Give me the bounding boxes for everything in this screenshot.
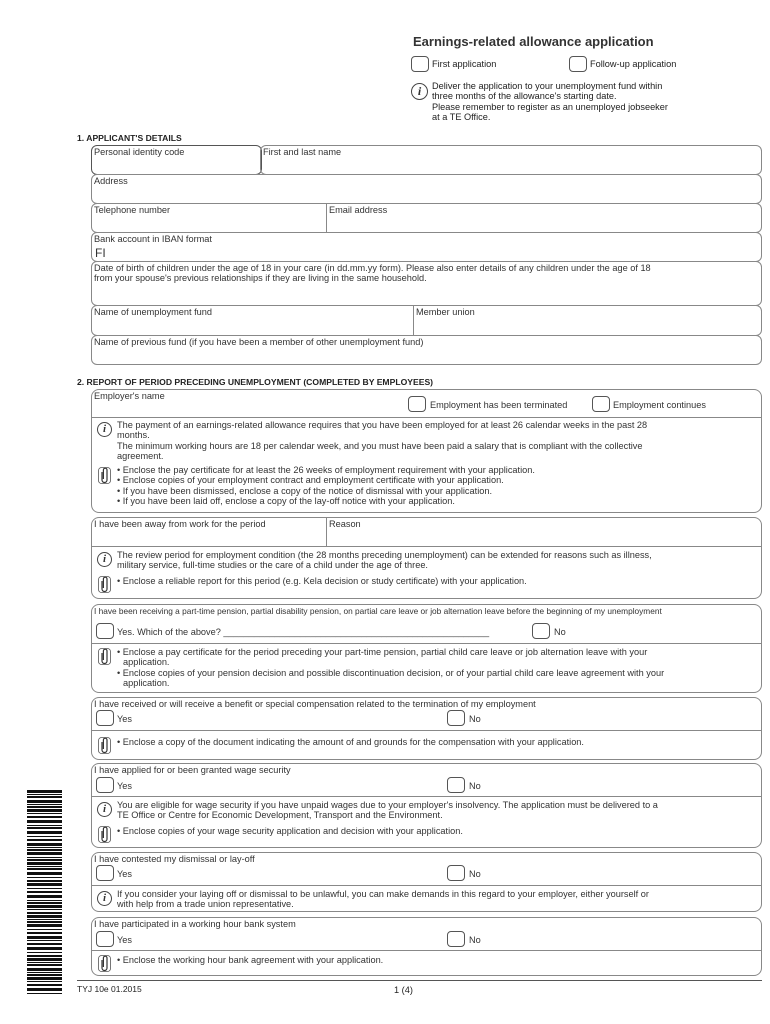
info-text: agreement. — [117, 451, 164, 461]
barcode-bar — [27, 964, 62, 966]
terminated-label: Employment has been terminated — [430, 400, 568, 410]
barcode-bar — [27, 859, 62, 861]
divider — [326, 204, 327, 232]
divider — [91, 546, 762, 547]
barcode-bar — [27, 883, 62, 886]
enclosure-text: • Enclose the pay certificate for at least the 26 weeks of employment requirement with your application. — [117, 465, 535, 475]
enclosure-text: • Enclose a copy of the document indicating the amount of and grounds for the compensation with your application. — [117, 737, 584, 747]
info-text: The payment of an earnings-related allowance requires that you have been employed for at least 26 calendar weeks in the past 28 — [117, 420, 648, 430]
union-label: Member union — [416, 307, 475, 317]
barcode-bar — [27, 847, 62, 848]
info-icon: i — [411, 83, 428, 100]
barcode-bar — [27, 839, 62, 841]
section2-heading: 2. REPORT OF PERIOD PRECEDING UNEMPLOYMENT (COMPLETED BY EMPLOYEES) — [77, 377, 434, 387]
children-label-line2: from your spouse's previous relationships if they are living in the same household. — [94, 273, 427, 283]
name-label: First and last name — [263, 147, 342, 157]
pension-question: I have been receiving a part-time pension, partial disability pension, on partial care leave or job alternation leave before the beginning of my unemployment — [94, 606, 662, 616]
enclosure-text: • Enclose copies of your employment contract and employment certificate with your application. — [117, 475, 504, 485]
hour-bank-no-label: No — [469, 935, 481, 945]
wage-security-box — [91, 763, 762, 848]
barcode-bar — [27, 968, 62, 971]
paperclip-icon — [98, 737, 111, 754]
personal-id-field[interactable] — [91, 145, 262, 175]
barcode-bar — [27, 804, 62, 805]
barcode-bar — [27, 919, 62, 920]
hour-bank-box — [91, 917, 762, 976]
barcode-bar — [27, 955, 62, 957]
divider — [326, 518, 327, 546]
info-text: The review period for employment condition (the 28 months preceding unemployment) can be extended for reasons such as illness, — [117, 550, 652, 560]
barcode-bar — [27, 790, 62, 793]
barcode-bar — [27, 932, 62, 934]
barcode-bar — [27, 947, 62, 950]
barcode-bar — [27, 895, 62, 898]
employer-box — [91, 389, 762, 513]
wage-yes-checkbox[interactable] — [96, 777, 114, 793]
children-field[interactable] — [91, 261, 762, 306]
info-text: The minimum working hours are 18 per calendar week, and you must have been paid a salary that is compliant with the collective — [117, 441, 643, 451]
pension-no-checkbox[interactable] — [532, 623, 550, 639]
barcode-bar — [27, 958, 62, 961]
divider — [413, 306, 414, 335]
pension-yes-label: Yes. Which of the above? ____________________________________________________ — [117, 627, 490, 637]
barcode-bar — [27, 888, 62, 889]
employer-label: Employer's name — [94, 391, 165, 401]
benefit-no-checkbox[interactable] — [447, 710, 465, 726]
paperclip-icon — [98, 648, 111, 665]
barcode — [27, 790, 62, 996]
barcode-bar — [27, 936, 62, 939]
barcode-bar — [27, 813, 62, 814]
address-field[interactable] — [91, 174, 762, 204]
enclosure-text: • Enclose the working hour bank agreement with your application. — [117, 955, 384, 965]
divider — [91, 950, 762, 951]
wage-no-label: No — [469, 781, 481, 791]
page-title: Earnings-related allowance application — [413, 34, 654, 49]
benefit-no-label: No — [469, 714, 481, 724]
barcode-bar — [27, 872, 62, 875]
barcode-bar — [27, 868, 62, 870]
contest-question: I have contested my dismissal or lay-off — [94, 854, 255, 864]
divider — [91, 730, 762, 731]
contest-no-label: No — [469, 869, 481, 879]
barcode-bar — [27, 857, 62, 858]
contest-no-checkbox[interactable] — [447, 865, 465, 881]
barcode-bar — [27, 915, 62, 918]
barcode-bar — [27, 993, 62, 994]
hour-bank-yes-checkbox[interactable] — [96, 931, 114, 947]
previous-fund-label: Name of previous fund (if you have been a member of other unemployment fund) — [94, 337, 424, 347]
section1-heading: 1. APPLICANT'S DETAILS — [77, 133, 182, 143]
footer-rule — [77, 980, 762, 981]
email-label: Email address — [329, 205, 388, 215]
barcode-bar — [27, 852, 62, 855]
continues-checkbox[interactable] — [592, 396, 610, 412]
barcode-bar — [27, 929, 62, 930]
barcode-bar — [27, 988, 62, 991]
first-application-label: First application — [432, 59, 497, 69]
barcode-bar — [27, 849, 62, 851]
barcode-bar — [27, 825, 62, 826]
contest-box — [91, 852, 762, 912]
barcode-bar — [27, 902, 62, 904]
enclosure-text: • Enclose copies of your pension decision and possible discontinuation decision, or of your partial child care leave agreement with your — [117, 668, 665, 678]
bank-prefix: FI — [95, 246, 106, 260]
enclosure-text: application. — [123, 657, 170, 667]
barcode-bar — [27, 880, 62, 882]
barcode-bar — [27, 952, 62, 953]
contact-row — [91, 203, 762, 233]
barcode-bar — [27, 866, 62, 867]
barcode-bar — [27, 962, 62, 963]
enclosure-text: • If you have been dismissed, enclose a copy of the notice of dismissal with your application. — [117, 486, 493, 496]
info-text: TE Office or Centre for Economic Development, Transport and the Environment. — [117, 810, 443, 820]
barcode-bar — [27, 921, 62, 923]
paperclip-icon — [98, 576, 111, 593]
barcode-bar — [27, 900, 62, 901]
info-icon: i — [97, 552, 112, 567]
barcode-bar — [27, 820, 62, 823]
barcode-bar — [27, 794, 62, 795]
reason-label: Reason — [329, 519, 361, 529]
followup-application-label: Follow-up application — [590, 59, 677, 69]
barcode-bar — [27, 843, 62, 846]
info-icon: i — [97, 422, 112, 437]
address-label: Address — [94, 176, 128, 186]
pension-yes-checkbox[interactable] — [96, 623, 114, 639]
paperclip-icon — [98, 467, 111, 484]
barcode-bar — [27, 909, 62, 910]
children-label-line1: Date of birth of children under the age of 18 in your care (in dd.mm.yy form). Please also enter details of any children under the age of 18 — [94, 263, 651, 273]
page-number: 1 (4) — [394, 985, 413, 995]
benefit-box — [91, 697, 762, 760]
divider — [91, 417, 762, 418]
hour-bank-question: I have participated in a working hour bank system — [94, 919, 296, 929]
info-icon: i — [97, 802, 112, 817]
enclosure-text: • Enclose a reliable report for this period (e.g. Kela decision or study certificate) with your application. — [117, 576, 527, 586]
info-text: You are eligible for wage security if you have unpaid wages due to your employer's insolvency. The application must be delivered to a — [117, 800, 658, 810]
first-application-checkbox[interactable] — [411, 56, 429, 72]
barcode-bar — [27, 806, 62, 808]
barcode-bar — [27, 891, 62, 893]
barcode-bar — [27, 984, 62, 986]
barcode-bar — [27, 827, 62, 829]
divider — [91, 643, 762, 644]
pension-no-label: No — [554, 627, 566, 637]
info-icon: i — [97, 891, 112, 906]
benefit-yes-checkbox[interactable] — [96, 710, 114, 726]
form-code: TYJ 10e 01.2015 — [77, 984, 142, 994]
enclosure-text: • Enclose copies of your wage security application and decision with your application. — [117, 826, 463, 836]
info-text: with help from a trade union representative. — [117, 899, 294, 909]
paperclip-icon — [98, 955, 111, 972]
info-text: months. — [117, 430, 150, 440]
previous-fund-field[interactable] — [91, 335, 762, 365]
barcode-bar — [27, 800, 62, 803]
phone-label: Telephone number — [94, 205, 171, 215]
barcode-bar — [27, 977, 62, 980]
away-label: I have been away from work for the period — [94, 519, 266, 529]
fund-label: Name of unemployment fund — [94, 307, 212, 317]
wage-no-checkbox[interactable] — [447, 777, 465, 793]
contest-yes-checkbox[interactable] — [96, 865, 114, 881]
barcode-bar — [27, 831, 62, 834]
barcode-bar — [27, 940, 62, 941]
personal-id-label: Personal identity code — [94, 147, 185, 157]
barcode-bar — [27, 905, 62, 908]
barcode-bar — [27, 816, 62, 818]
hour-bank-yes-label: Yes — [117, 935, 132, 945]
terminated-checkbox[interactable] — [408, 396, 426, 412]
barcode-bar — [27, 877, 62, 878]
wage-question: I have applied for or been granted wage security — [94, 765, 291, 775]
intro-info-line2: three months of the allowance's starting date. — [432, 91, 617, 101]
barcode-bar — [27, 943, 62, 945]
divider — [91, 885, 762, 886]
name-field[interactable] — [260, 145, 762, 175]
intro-info-line4: at a TE Office. — [432, 112, 491, 122]
enclosure-text: application. — [123, 678, 170, 688]
barcode-bar — [27, 972, 62, 973]
enclosure-text: • Enclose a pay certificate for the period preceding your part-time pension, partial child care leave or job alternation leave with your — [117, 647, 648, 657]
barcode-bar — [27, 836, 62, 837]
benefit-yes-label: Yes — [117, 714, 132, 724]
intro-info-line3: Please remember to register as an unemployed jobseeker — [432, 102, 668, 112]
barcode-bar — [27, 974, 62, 976]
pension-box — [91, 604, 762, 693]
barcode-bar — [27, 809, 62, 812]
away-box — [91, 517, 762, 599]
fund-row — [91, 305, 762, 336]
barcode-bar — [27, 862, 62, 865]
bank-label: Bank account in IBAN format — [94, 234, 212, 244]
info-text: If you consider your laying off or dismissal to be unlawful, you can make demands in this regard to your employer, either yourself or — [117, 889, 649, 899]
enclosure-text: • If you have been laid off, enclose a copy of the lay-off notice with your application. — [117, 496, 455, 506]
barcode-bar — [27, 796, 62, 798]
divider — [91, 796, 762, 797]
paperclip-icon — [98, 826, 111, 843]
continues-label: Employment continues — [613, 400, 706, 410]
bank-account-field[interactable] — [91, 232, 762, 262]
wage-yes-label: Yes — [117, 781, 132, 791]
info-text: military service, full-time studies or the care of a child under the age of three. — [117, 560, 428, 570]
barcode-bar — [27, 912, 62, 914]
barcode-bar — [27, 981, 62, 982]
intro-info-line1: Deliver the application to your unemployment fund within — [432, 81, 663, 91]
hour-bank-no-checkbox[interactable] — [447, 931, 465, 947]
barcode-bar — [27, 924, 62, 927]
followup-application-checkbox[interactable] — [569, 56, 587, 72]
contest-yes-label: Yes — [117, 869, 132, 879]
benefit-question: I have received or will receive a benefit or special compensation related to the termination of my employment — [94, 699, 536, 709]
